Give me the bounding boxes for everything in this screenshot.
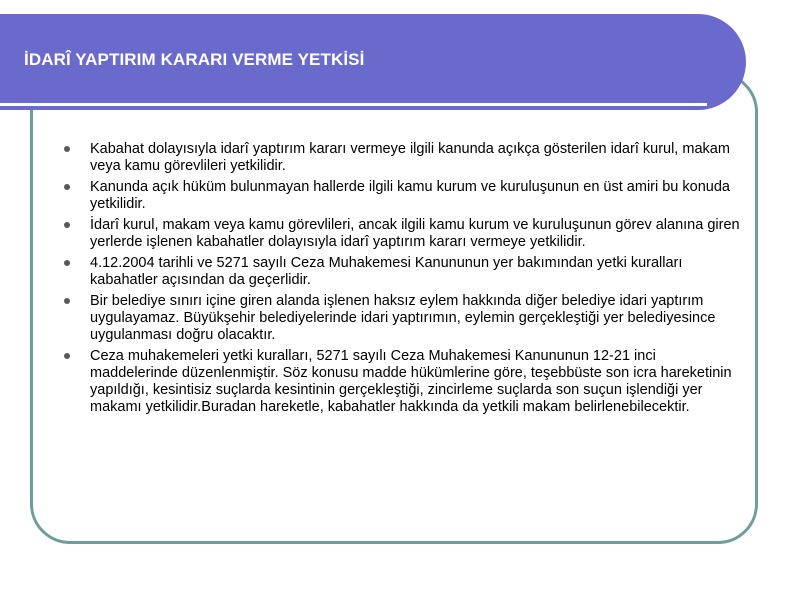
bullet-dot-icon <box>64 184 70 190</box>
bullet-text: Ceza muhakemeleri yetki kuralları, 5271 sayılı Ceza Muhakemesi Kanununun 12-21 inci maddelerinde düzenlenmiştir. Söz konusu madde hükümlerine göre, teşebbüste son icra hareketinin yapıldığı, kesintisiz suçlarda kesintinin gerçekleştiği, zincirleme suçlarda son suçun işlendiği yer makamı yetkilidir.Buradan hareketle, kabahatler hakkında da yetkili makam belirlenebilecektir. <box>90 348 732 415</box>
bullet-text: Bir belediye sınırı içine giren alanda işlenen haksız eylem hakkında diğer belediye idari yaptırım uygulayamaz. Büyükşehir belediyelerinde idari yaptırımın, eylemin gerçekleştiği yer belediyesince uygulanması doğru olacaktır. <box>90 293 716 343</box>
bullet-item <box>60 217 740 251</box>
bullet-dot-icon <box>64 353 70 359</box>
bullet-text: Kanunda açık hüküm bulunmayan hallerde ilgili kamu kurum ve kuruluşunun en üst amiri bu konuda yetkilidir. <box>90 179 730 212</box>
bullet-text: 4.12.2004 tarihli ve 5271 sayılı Ceza Muhakemesi Kanununun yer bakımından yetki kuralları kabahatler açısından da geçerlidir. <box>90 255 683 288</box>
bullet-dot-icon <box>64 260 70 266</box>
slide-title: İDARÎ YAPTIRIM KARARI VERME YETKİSİ <box>24 50 365 69</box>
bullet-dot-icon <box>64 222 70 228</box>
bullet-item <box>60 348 740 416</box>
bullet-item <box>60 179 740 213</box>
bullet-text: İdarî kurul, makam veya kamu görevlileri, ancak ilgili kamu kurum ve kuruluşunun görev alanına giren yerlerde işlenen kabahatler dolayısıyla idarî yaptırım kararı vermeye yetkilidir. <box>90 217 740 250</box>
bullet-dot-icon <box>64 146 70 152</box>
bullet-text: Kabahat dolayısıyla idarî yaptırım kararı vermeye ilgili kanunda açıkça gösterilen idarî kurul, makam veya kamu görevlileri yetkilidir. <box>90 141 730 174</box>
bullet-list <box>60 141 740 420</box>
bullet-dot-icon <box>64 298 70 304</box>
bullet-item <box>60 255 740 289</box>
bullet-item <box>60 293 740 344</box>
title-underline <box>0 103 707 106</box>
bullet-item <box>60 141 740 175</box>
